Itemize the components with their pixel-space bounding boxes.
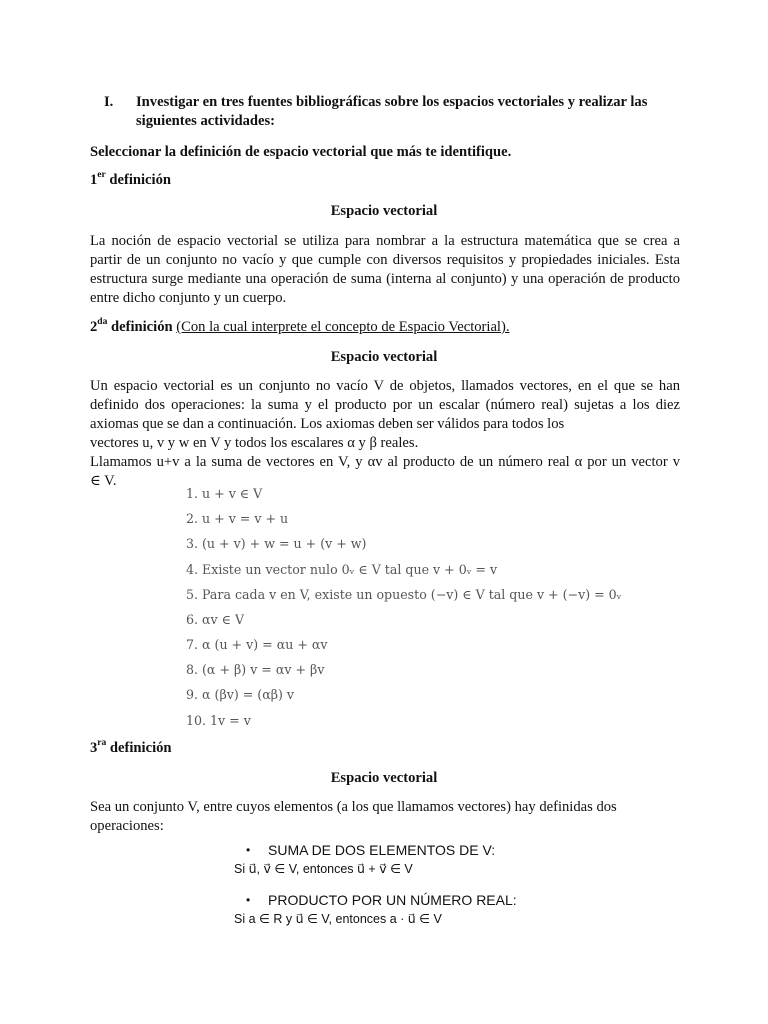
def1-paragraph [90, 232, 680, 308]
def2-line: definido dos operaciones: la suma y el producto por un escalar (número real) sujetas a los diez [90, 397, 680, 413]
operation-sum-text: Si u⃗, v⃗ ∈ V, entonces u⃗ + v⃗ ∈ V [234, 862, 413, 876]
def3-paragraph [90, 798, 680, 836]
bullet-icon: • [246, 893, 251, 907]
def3-line: Sea un conjunto V, entre cuyos elementos (a los que llamamos vectores) hay definidas dos [90, 799, 617, 815]
def2-paragraph [90, 377, 680, 491]
axiom-8: 8. (α + β) v = αv + βv [186, 662, 325, 677]
def2-line: Llamamos u+v a la suma de vectores en V, y αv al producto de un número real α por un vector v [90, 454, 680, 470]
def1-heading: Espacio vectorial [330, 203, 438, 219]
def2-line: vectores u, v y w en V y todos los escalares α y β reales. [90, 435, 419, 451]
axiom-1: 1. u + v ∈ V [186, 486, 263, 501]
def2-line: axiomas que se dan a continuación. Los axiomas deben ser válidos para todos los [90, 416, 565, 432]
operation-sum-title: SUMA DE DOS ELEMENTOS DE V: [268, 842, 496, 858]
def1-line: La noción de espacio vectorial se utiliza para nombrar a la estructura matemática que se crea a [90, 233, 680, 249]
def3-label: $3^{ra}$ definición [90, 738, 172, 756]
def1-label: 1er definición [90, 170, 172, 188]
axiom-5: 5. Para cada v en V, existe un opuesto (−v) ∈ V tal que v + (−v) = 0ᵥ [186, 587, 622, 602]
operation-product-title: PRODUCTO POR UN NÚMERO REAL: [268, 892, 517, 908]
def1-line: partir de un conjunto no vacío y que cumple con diversos requisitos y propiedades iniciales. Esta [90, 252, 680, 268]
axiom-2: 2. u + v = v + u [186, 511, 289, 526]
axiom-9: 9. α (βv) = (αβ) v [186, 687, 295, 702]
def1-line: estructura surge mediante una operación de suma (interna al conjunto) y una operación de producto [90, 271, 680, 287]
axiom-3: 3. (u + v) + w = u + (v + w) [186, 536, 367, 551]
def2-line: Un espacio vectorial es un conjunto no vacío V de objetos, llamados vectores, en el que se han [90, 378, 680, 394]
def1-line: entre dicho conjunto y un cuerpo. [90, 290, 287, 306]
axiom-7: 7. α (u + v) = αu + αv [186, 637, 328, 652]
def2-heading: Espacio vectorial [330, 349, 438, 365]
def2-label: $2^{da}$ definición (Con la cual interprete el concepto de Espacio Vectorial). [90, 317, 510, 335]
section-roman-numeral: I. [104, 94, 114, 110]
bullet-icon: • [246, 843, 251, 857]
section-title-line-1: Investigar en tres fuentes bibliográficas sobre los espacios vectoriales y realizar las [136, 94, 648, 110]
def3-line: operaciones: [90, 818, 164, 834]
def3-heading: Espacio vectorial [330, 770, 438, 786]
section-title-line-2: siguientes actividades: [136, 113, 276, 129]
axiom-4: 4. Existe un vector nulo 0ᵥ ∈ V tal que v + 0ᵥ = v [186, 562, 498, 577]
def2-line: ∈ V. [90, 473, 117, 489]
def2-note: (Con la cual interprete el concepto de Espacio Vectorial). [176, 319, 510, 335]
axiom-10: 10. 1v = v [186, 713, 251, 728]
operation-product-text: Si a ∈ R y u⃗ ∈ V, entonces a · u⃗ ∈ V [234, 912, 442, 926]
instruction: Seleccionar la definición de espacio vectorial que más te identifique. [90, 144, 512, 160]
axiom-6: 6. αv ∈ V [186, 612, 245, 627]
